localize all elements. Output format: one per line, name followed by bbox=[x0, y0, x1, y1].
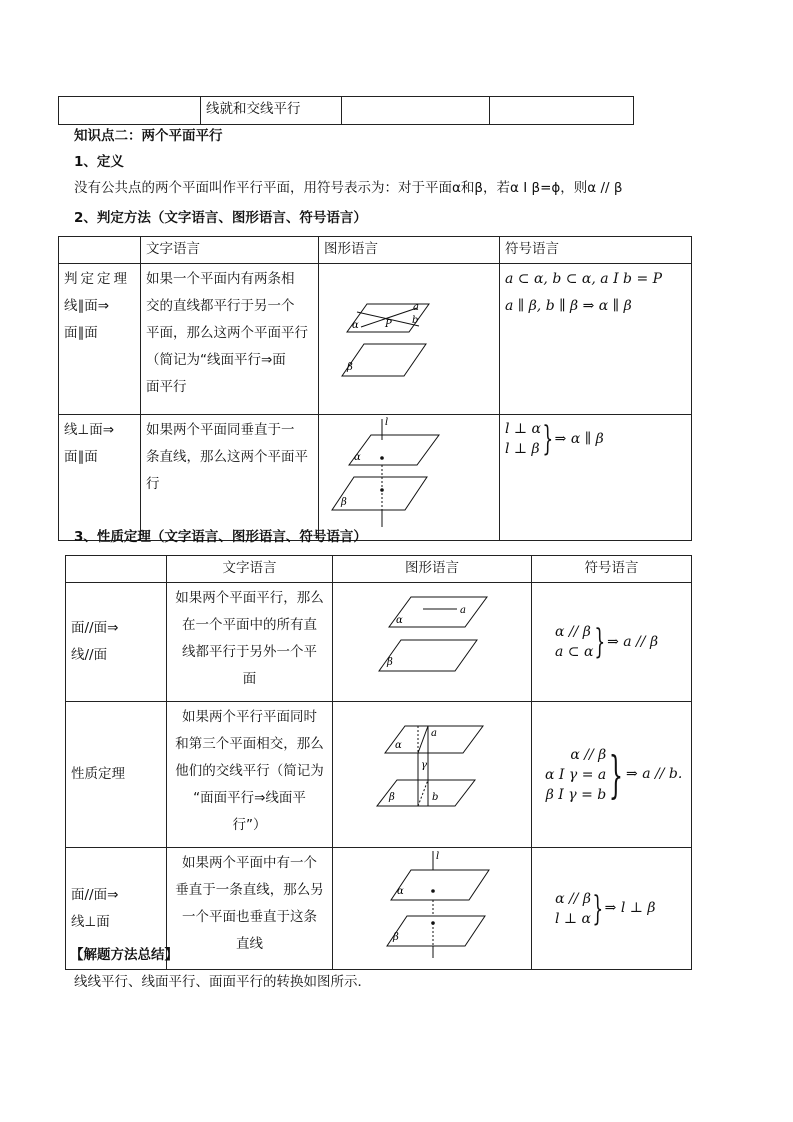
fig-label-beta: β bbox=[389, 792, 395, 803]
prop-row2-figure bbox=[333, 702, 532, 848]
name-line: 线∥面⇒ bbox=[64, 298, 110, 314]
fig-label-a: a bbox=[460, 605, 466, 616]
prop-header-text: 文字语言 bbox=[167, 556, 333, 583]
prop-row1-name bbox=[66, 583, 167, 702]
name-line: 线//面 bbox=[71, 647, 108, 663]
text-line: 垂直于一条直线，那么另 bbox=[175, 882, 324, 898]
fig-label-beta: β bbox=[393, 932, 399, 943]
prop-row2-name bbox=[66, 702, 167, 848]
section-heading: 知识点二：两个平面平行 bbox=[74, 128, 223, 144]
property-heading: 3、性质定理（文字语言、图形语言、符号语言） bbox=[74, 529, 367, 545]
fig-label-alpha: α bbox=[396, 615, 403, 626]
judge-heading: 2、判定方法（文字语言、图形语言、符号语言） bbox=[74, 210, 367, 226]
third-plane-intersection-diagram bbox=[333, 702, 532, 837]
judge-header-symbol: 符号语言 bbox=[500, 237, 692, 264]
symbol-result: ⇒ a // b. bbox=[626, 766, 683, 782]
text-line: 行 bbox=[146, 476, 160, 492]
prop-row1-symbol bbox=[532, 583, 692, 702]
name-line: 面∥面 bbox=[64, 325, 98, 341]
text-line: 如果两个平面同垂直于一 bbox=[146, 422, 295, 438]
prop-header-figure: 图形语言 bbox=[333, 556, 532, 583]
top-cell-3 bbox=[342, 97, 490, 125]
summary-text: 线线平行、线面平行、面面平行的转换如图所示． bbox=[74, 974, 371, 990]
text-line: 行”） bbox=[232, 817, 267, 833]
judge-row1-text bbox=[141, 264, 319, 415]
fig-label-b: b bbox=[412, 315, 419, 326]
name-line: 判定定理 bbox=[64, 271, 130, 287]
fig-label-beta: β bbox=[347, 362, 353, 373]
text-line: 如果两个平面平行，那么 bbox=[175, 590, 324, 606]
judge-header-0 bbox=[59, 237, 141, 264]
text-line: 在一个平面中的所有直 bbox=[182, 617, 317, 633]
perpendicular-line-diagram bbox=[319, 415, 500, 530]
text-line: 面平行 bbox=[146, 379, 187, 395]
right-brace: } bbox=[592, 888, 604, 929]
symbol-line: a ⊂ α, b ⊂ α, a I b = P bbox=[505, 271, 663, 287]
fig-label-alpha: α bbox=[397, 886, 404, 897]
definition-text: 没有公共点的两个平面叫作平行平面，用符号表示为：对于平面α和β，若α I β=ϕ，则α // β bbox=[74, 180, 623, 196]
right-brace: } bbox=[594, 622, 606, 662]
text-line: 线都平行于另外一个平 bbox=[182, 644, 317, 660]
judge-header-figure: 图形语言 bbox=[319, 237, 500, 264]
name-line: 线⊥面⇒ bbox=[64, 422, 115, 438]
right-brace: } bbox=[608, 745, 624, 804]
two-intersecting-lines-diagram bbox=[319, 264, 500, 404]
symbol-cond: l ⊥ α bbox=[555, 910, 591, 927]
symbol-cond: α // β bbox=[555, 624, 591, 640]
text-line: “面面平行⇒线面平 bbox=[193, 790, 306, 806]
property-table bbox=[65, 555, 692, 970]
judge-table bbox=[58, 236, 692, 541]
fig-label-l: l bbox=[436, 851, 440, 862]
text-line: 直线 bbox=[236, 936, 263, 952]
fig-label-p: P bbox=[385, 319, 392, 330]
name-line: 面//面⇒ bbox=[71, 620, 119, 636]
symbol-cond: α // β bbox=[570, 746, 607, 763]
symbol-cond: α I γ = a bbox=[545, 766, 607, 783]
top-cell-4 bbox=[490, 97, 634, 125]
judge-row2-name bbox=[59, 415, 141, 541]
symbol-result: ⇒ l ⊥ β bbox=[604, 900, 656, 916]
judge-row1-name bbox=[59, 264, 141, 415]
text-line: 如果两个平面中有一个 bbox=[182, 855, 317, 871]
fig-label-a: a bbox=[413, 302, 419, 313]
text-line: （简记为“线面平行⇒面 bbox=[146, 352, 286, 368]
prop-header-symbol: 符号语言 bbox=[532, 556, 692, 583]
prop-row2-symbol bbox=[532, 702, 692, 848]
fig-label-alpha: α bbox=[354, 452, 361, 463]
text-line: 和第三个平面相交，那么 bbox=[175, 736, 324, 752]
top-table bbox=[58, 96, 634, 125]
symbol-cond: α // β bbox=[555, 890, 591, 907]
fig-label-alpha: α bbox=[352, 320, 359, 331]
right-brace: } bbox=[542, 419, 554, 459]
text-line: 条直线，那么这两个平面平 bbox=[146, 449, 308, 465]
top-cell-1 bbox=[59, 97, 201, 125]
text-line: 面 bbox=[242, 671, 257, 687]
prop-row2-text bbox=[167, 702, 333, 848]
symbol-cond: l ⊥ α bbox=[505, 421, 541, 437]
text-line: 如果两个平行平面同时 bbox=[182, 709, 317, 725]
text-line: 交的直线都平行于另一个 bbox=[146, 298, 295, 314]
fig-label-b: b bbox=[432, 792, 439, 803]
symbol-cond: l ⊥ β bbox=[505, 441, 540, 457]
fig-label-alpha: α bbox=[395, 740, 402, 751]
fig-label-beta: β bbox=[387, 657, 393, 668]
name-line: 性质定理 bbox=[71, 766, 125, 782]
text-line: 他们的交线平行（简记为 bbox=[175, 763, 324, 779]
judge-row1-figure bbox=[319, 264, 500, 415]
prop-row1-text bbox=[167, 583, 333, 702]
symbol-result: ⇒ a // β bbox=[607, 633, 659, 650]
prop-row1-figure bbox=[333, 583, 532, 702]
line-in-plane-diagram bbox=[333, 583, 532, 691]
perpendicular-line-diagram-2 bbox=[333, 848, 532, 959]
name-line: 面∥面 bbox=[64, 449, 98, 465]
prop-row3-text bbox=[167, 848, 333, 970]
name-line: 面//面⇒ bbox=[71, 886, 119, 903]
definition-heading: 1、定义 bbox=[74, 154, 124, 170]
summary-heading: 【解题方法总结】 bbox=[70, 947, 178, 963]
text-line: 如果一个平面内有两条相 bbox=[146, 271, 295, 287]
fig-label-beta: β bbox=[341, 497, 347, 508]
symbol-line: a ∥ β, b ∥ β ⇒ α ∥ β bbox=[505, 298, 632, 314]
top-cell-2: 线就和交线平行 bbox=[201, 97, 342, 125]
symbol-cond: β I γ = b bbox=[545, 786, 607, 803]
text-line: 一个平面也垂直于这条 bbox=[182, 909, 317, 925]
judge-row1-symbol bbox=[500, 264, 692, 415]
symbol-cond: a ⊂ α bbox=[555, 644, 594, 660]
name-line: 线⊥面 bbox=[71, 913, 110, 930]
fig-label-a: a bbox=[431, 728, 437, 739]
symbol-result: ⇒ α ∥ β bbox=[554, 430, 604, 447]
prop-row3-figure bbox=[333, 848, 532, 970]
prop-header-0 bbox=[66, 556, 167, 583]
prop-row3-symbol bbox=[532, 848, 692, 970]
judge-row2-figure bbox=[319, 415, 500, 541]
judge-row2-text bbox=[141, 415, 319, 541]
text-line: 平面，那么这两个平面平行 bbox=[146, 325, 308, 341]
judge-header-text: 文字语言 bbox=[141, 237, 319, 264]
fig-label-gamma: γ bbox=[421, 760, 427, 771]
judge-row2-symbol bbox=[500, 415, 692, 541]
fig-label-l: l bbox=[385, 417, 389, 428]
